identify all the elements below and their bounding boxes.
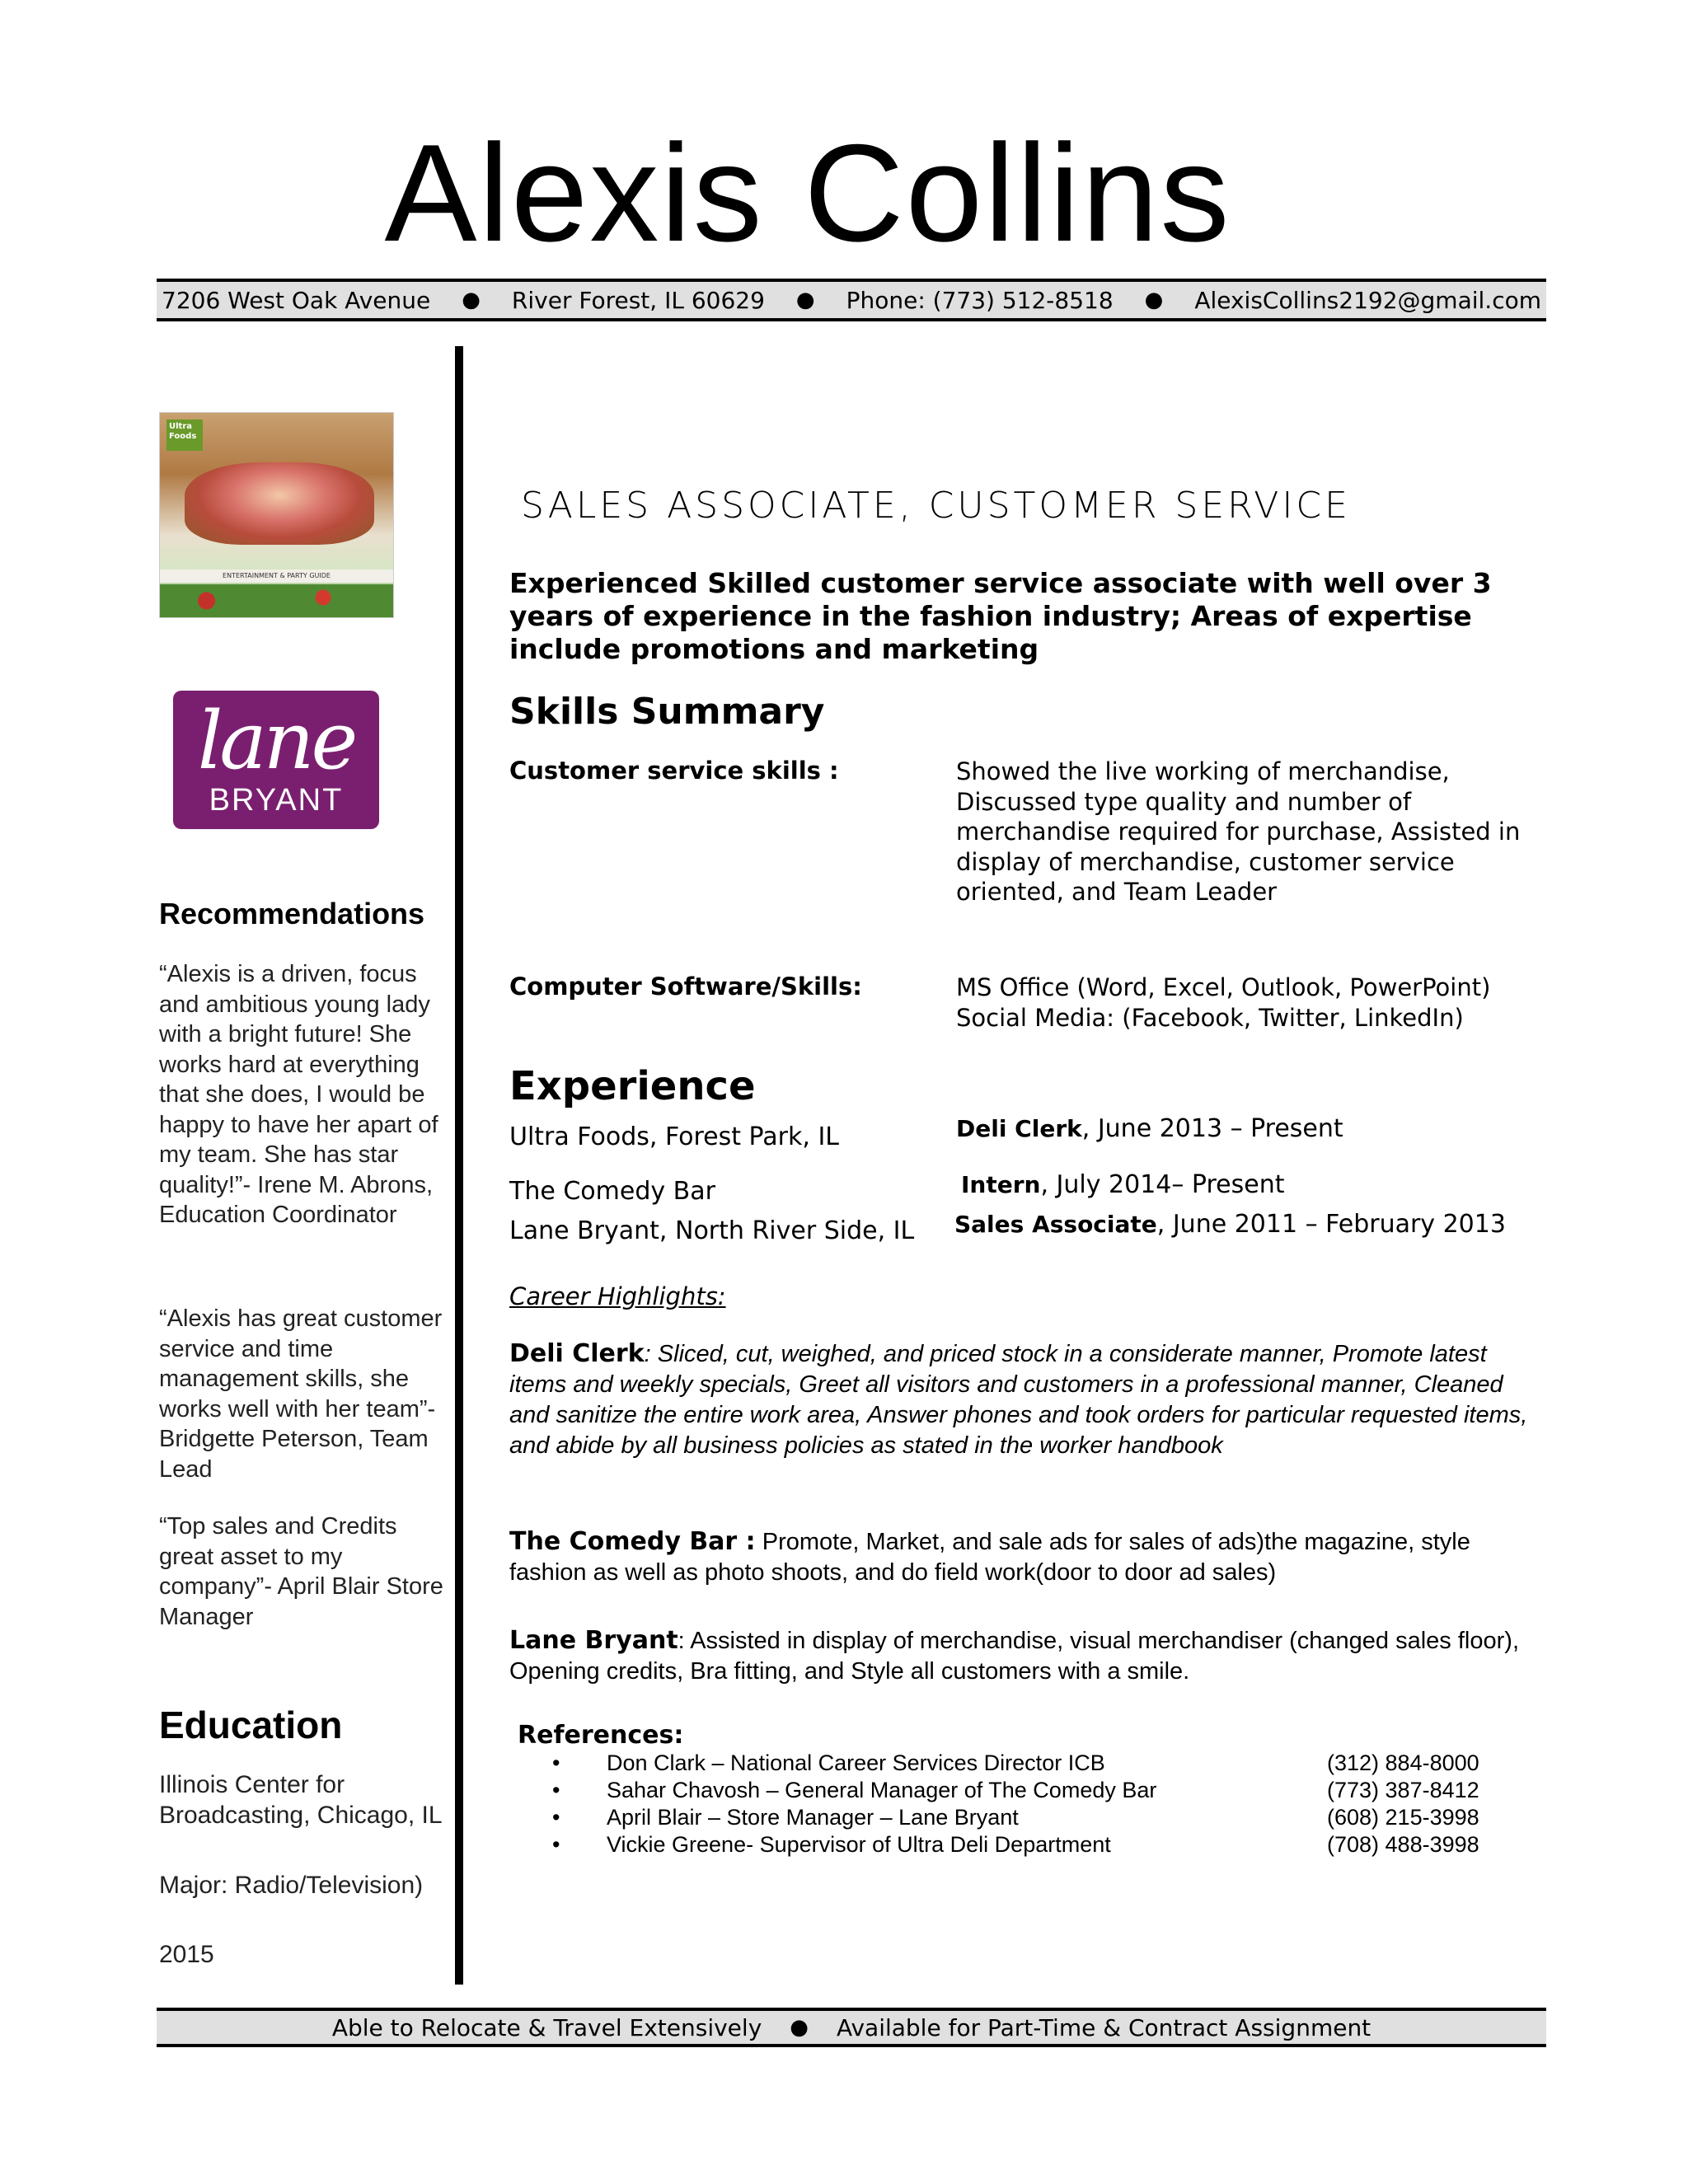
career-highlights-heading: Career Highlights: <box>509 1282 726 1310</box>
recommendation-item: “Top sales and Credits great asset to my company”- April Blair Store Manager <box>159 1513 443 1630</box>
education-year: 2015 <box>159 1941 214 1968</box>
applicant-name: Alexis Collins <box>384 115 1231 270</box>
lane-bryant-logo <box>173 691 379 829</box>
job-dates: , June 2013 – Present <box>1081 1114 1343 1143</box>
job-title: SALES ASSOCIATE, CUSTOMER SERVICE <box>521 485 1351 527</box>
references-heading: References: <box>518 1721 684 1750</box>
experience-heading: Experience <box>509 1063 756 1109</box>
bullet-icon: • <box>552 1832 560 1857</box>
reference-phone: (608) 215-3998 <box>1327 1805 1479 1830</box>
reference-item <box>552 1750 1492 1776</box>
education-heading: Education <box>159 1704 343 1746</box>
skills-heading: Skills Summary <box>509 691 825 733</box>
reference-item <box>552 1778 1492 1803</box>
job-role <box>956 1114 1343 1143</box>
highlight-text: Assisted in display of merchandise, visual merchandiser (changed sales floor), Opening credits, Bra fitting, and Style all customers with a smile. <box>509 1628 1519 1685</box>
reference-item <box>552 1832 1492 1858</box>
contact-city: River Forest, IL 60629 <box>511 286 765 314</box>
highlight-label: The Comedy Bar : <box>509 1527 756 1556</box>
job-role-title: Deli Clerk <box>956 1115 1082 1142</box>
education-major: Major: Radio/Television) <box>159 1872 424 1899</box>
ultra-foods-guide-image <box>159 412 394 618</box>
skill-value: MS Office (Word, Excel, Outlook, PowerPoint) Social Media: (Facebook, Twitter, LinkedIn) <box>956 973 1491 1032</box>
availability-parttime: Available for Part-Time & Contract Assignment <box>836 2013 1372 2041</box>
reference-name: April Blair – Store Manager – Lane Bryant <box>607 1805 1019 1830</box>
skill-label: Customer service skills : <box>509 757 839 785</box>
contact-email[interactable]: AlexisCollins2192@gmail.com <box>1194 286 1541 314</box>
separator-dot: ● <box>462 288 481 312</box>
bullet-icon: • <box>552 1778 560 1802</box>
lane-logo-word: BRYANT <box>209 783 344 818</box>
reference-phone: (708) 488-3998 <box>1327 1832 1479 1857</box>
contact-address: 7206 West Oak Avenue <box>162 286 431 314</box>
profile-summary: Experienced Skilled customer service associate with well over 3 years of experience in the fashion industry; Areas of expertise include promotions and marketing <box>509 567 1492 665</box>
job-company: Ultra Foods, Forest Park, IL <box>509 1122 840 1151</box>
recommendation-item: “Alexis is a driven, focus and ambitious young lady with a bright future! She works hard at everything that she does, I would be happy to have her apart of my team. She has star quality!”- Irene M. Abrons, Education Coordinator <box>159 961 438 1228</box>
party-guide-caption: ENTERTAINMENT & PARTY GUIDE <box>160 569 393 583</box>
highlight-label: Deli Clerk <box>509 1339 645 1368</box>
highlight-sep: : <box>644 1341 658 1367</box>
career-highlight <box>509 1526 1540 1588</box>
recommendation-item: “Alexis has great customer service and time management skills, she works well with her team”- Bridgette Peterson, Team Lead <box>159 1305 443 1483</box>
job-role <box>961 1170 1284 1199</box>
reference-name: Sahar Chavosh – General Manager of The Comedy Bar <box>607 1778 1157 1802</box>
job-company: The Comedy Bar <box>509 1177 715 1206</box>
sandwich-picture <box>185 462 374 545</box>
highlight-sep <box>756 1529 762 1555</box>
reference-name: Vickie Greene- Supervisor of Ultra Deli Department <box>607 1832 1111 1857</box>
education-school: Illinois Center for Broadcasting, Chicago, IL <box>159 1771 443 1829</box>
job-dates: , June 2011 – February 2013 <box>1156 1210 1506 1239</box>
contact-bar <box>157 279 1546 321</box>
highlight-text: Sliced, cut, weighed, and priced stock in a considerate manner, Promote latest items and weekly specials, Greet all visitors and customers in a professional manner, Cleaned and sanitize the entire work area, Answer phones and took orders for particular requested items, and abide by all business policies as stated in the worker handbook <box>509 1341 1528 1459</box>
reference-phone: (312) 884-8000 <box>1327 1750 1479 1775</box>
career-highlight <box>509 1338 1540 1461</box>
reference-name: Don Clark – National Career Services Director ICB <box>607 1750 1105 1775</box>
garnish-picture <box>160 584 393 617</box>
highlight-label: Lane Bryant <box>509 1626 678 1655</box>
lane-logo-script: lane <box>197 695 355 787</box>
bullet-icon: • <box>552 1750 560 1775</box>
job-role-title: Intern <box>961 1171 1041 1198</box>
reference-item <box>552 1805 1492 1830</box>
job-company: Lane Bryant, North River Side, IL <box>509 1216 915 1245</box>
career-highlight <box>509 1625 1540 1687</box>
reference-phone: (773) 387-8412 <box>1327 1778 1479 1802</box>
recommendations-heading: Recommendations <box>159 897 425 930</box>
job-role <box>954 1210 1506 1239</box>
separator-dot: ● <box>795 288 815 312</box>
availability-relocate: Able to Relocate & Travel Extensively <box>331 2013 762 2041</box>
separator-dot: ● <box>790 2015 809 2040</box>
highlight-sep: : <box>678 1628 691 1654</box>
ultra-foods-logo: Ultra Foods <box>166 419 203 451</box>
contact-phone: Phone: (773) 512-8518 <box>846 286 1114 314</box>
availability-bar <box>157 2008 1546 2047</box>
column-divider <box>455 346 463 1985</box>
highlight-text: Promote, Market, and sale ads for sales of ads)the magazine, style fashion as well as photo shoots, and do field work(door to door ad sales) <box>509 1529 1470 1586</box>
bullet-icon: • <box>552 1805 560 1830</box>
job-role-title: Sales Associate <box>954 1211 1157 1238</box>
job-dates: , July 2014– Present <box>1040 1170 1285 1199</box>
skill-label: Computer Software/Skills: <box>509 972 862 1001</box>
separator-dot: ● <box>1144 288 1164 312</box>
skill-value: Showed the live working of merchandise, Discussed type quality and number of merchandise required for purchase, Assisted in display of merchandise, customer service oriented, and Team Leader <box>956 757 1521 906</box>
